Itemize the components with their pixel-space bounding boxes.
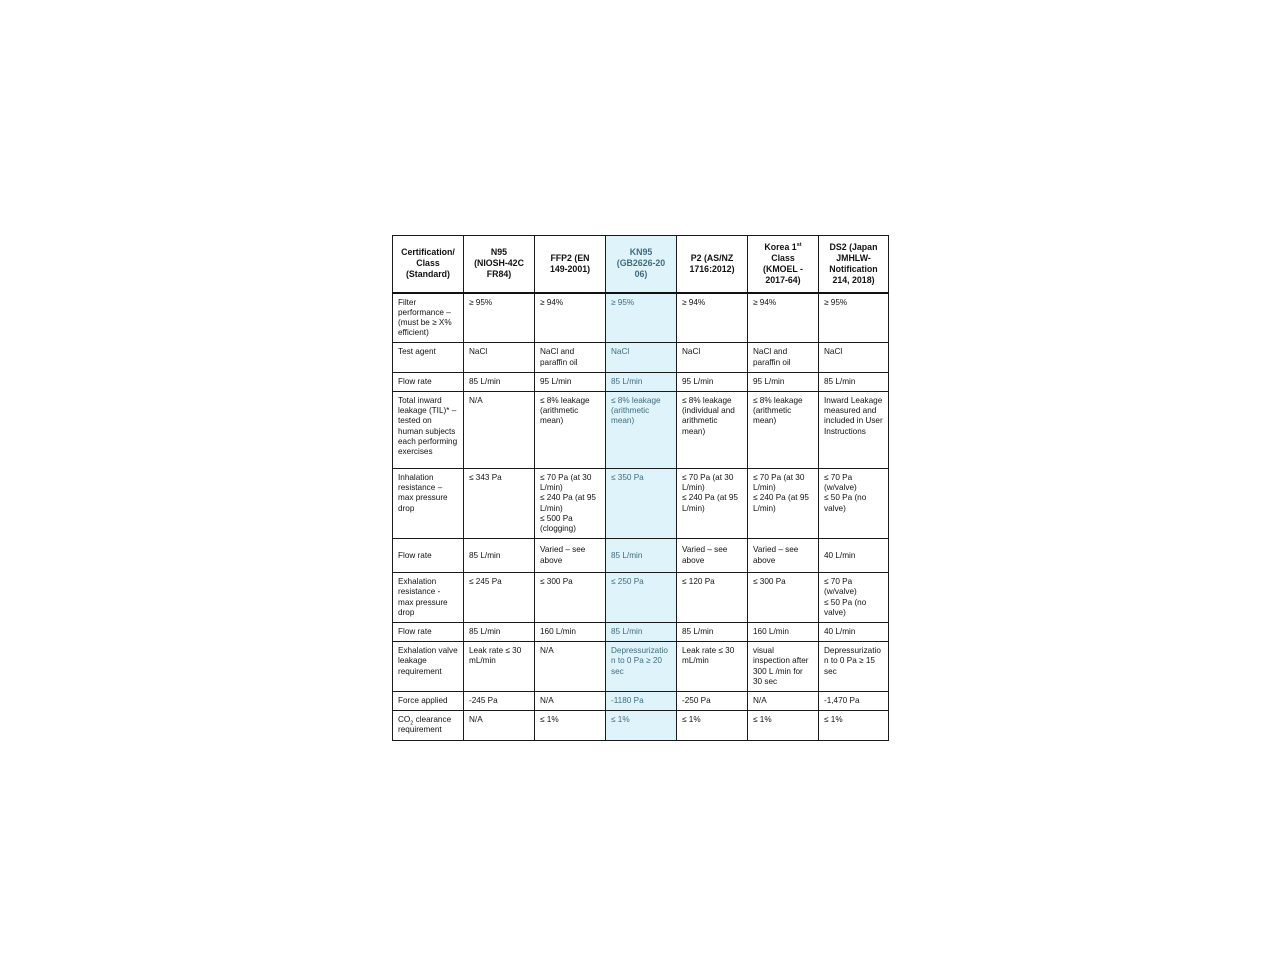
header-line: KN95 — [629, 247, 653, 258]
table-cell: 85 L/min — [819, 372, 889, 391]
table-cell: ≥ 95% — [819, 293, 889, 343]
header-line: DS2 (Japan — [829, 241, 878, 252]
header-line: FFP2 (EN — [550, 252, 590, 263]
table-cell: ≤ 250 Pa — [606, 573, 677, 623]
table-cell: ≤ 1% — [677, 711, 748, 740]
table-cell: 95 L/min — [677, 372, 748, 391]
column-header-4 — [677, 236, 748, 293]
table-cell: ≤ 1% — [535, 711, 606, 740]
table-cell: NaCl and paraffin oil — [748, 343, 819, 372]
table-cell: ≤ 300 Pa — [535, 573, 606, 623]
table-cell: 95 L/min — [748, 372, 819, 391]
header-line: (GB2626-20 — [616, 258, 666, 269]
table-cell: 40 L/min — [819, 539, 889, 573]
row-label: Exhalation valve leakage requirement — [393, 642, 464, 692]
header-line: Notification — [829, 263, 878, 274]
row-label-text: CO — [398, 715, 411, 725]
header-line: (Standard) — [406, 269, 450, 280]
row-label: Filter performance – (must be ≥ X% efficient) — [393, 293, 464, 343]
table-row — [393, 468, 889, 538]
header-superscript: st — [796, 241, 802, 248]
cell-line: ≤ 240 Pa (at 95 L/min) — [540, 493, 596, 513]
table-cell: Varied – see above — [677, 539, 748, 573]
row-label: Total inward leakage (TIL)* – tested on human subjects each performing exercises — [393, 391, 464, 468]
table-cell: NaCl — [677, 343, 748, 372]
table-cell: ≥ 95% — [606, 293, 677, 343]
table-cell: ≥ 95% — [464, 293, 535, 343]
table-cell: ≤ 8% leakage (arithmetic mean) — [606, 391, 677, 468]
row-label-text: clearance requirement — [398, 715, 452, 735]
header-line: 2017-64) — [765, 274, 801, 285]
row-label: Exhalation resistance - max pressure drop — [393, 573, 464, 623]
header-line: 1716:2012) — [689, 263, 735, 274]
table-row — [393, 391, 889, 468]
table-cell: Varied – see above — [748, 539, 819, 573]
table-header-row — [393, 236, 889, 293]
table-cell: 40 L/min — [819, 622, 889, 641]
column-header-5 — [748, 236, 819, 293]
column-header-1 — [464, 236, 535, 293]
header-line: Korea 1st — [764, 241, 802, 252]
table-cell: 160 L/min — [535, 622, 606, 641]
table-row — [393, 691, 889, 710]
row-label: Test agent — [393, 343, 464, 372]
cell-line: ≤ 500 Pa (clogging) — [540, 513, 576, 533]
table-cell: ≤ 343 Pa — [464, 468, 535, 538]
row-label — [393, 711, 464, 740]
mask-standards-comparison-table — [392, 235, 889, 741]
column-header-2 — [535, 236, 606, 293]
table-cell: -245 Pa — [464, 691, 535, 710]
table-cell: N/A — [748, 691, 819, 710]
table-body — [393, 293, 889, 741]
table-cell: ≥ 94% — [535, 293, 606, 343]
column-header-0 — [393, 236, 464, 293]
table-cell: 85 L/min — [606, 372, 677, 391]
cell-line: ≤ 70 Pa (at 30 L/min) — [682, 472, 734, 493]
table-cell: Inward Leakage measured and included in User Instructions — [819, 391, 889, 468]
header-line: FR84) — [486, 269, 512, 280]
header-line: N95 — [490, 247, 508, 258]
cell-line: ≤ 240 Pa (at 95 L/min) — [682, 493, 738, 513]
table-cell: Leak rate ≤ 30 mL/min — [677, 642, 748, 692]
row-label-subscript: 2 — [410, 720, 414, 727]
header-line: 06) — [634, 269, 648, 280]
table-cell: 85 L/min — [606, 622, 677, 641]
table-cell: visual inspection after 300 L /min for 30 sec — [748, 642, 819, 692]
header-line: 149-2001) — [549, 263, 591, 274]
cell-line: ≤ 240 Pa (at 95 L/min) — [753, 493, 809, 513]
table-cell: NaCl — [606, 343, 677, 372]
table-cell: 95 L/min — [535, 372, 606, 391]
row-label: Force applied — [393, 691, 464, 710]
table-cell: N/A — [535, 691, 606, 710]
table-cell: -250 Pa — [677, 691, 748, 710]
table-cell — [748, 468, 819, 538]
table-cell: ≤ 8% leakage (arithmetic mean) — [535, 391, 606, 468]
row-label: Flow rate — [393, 539, 464, 573]
table-cell: ≥ 94% — [748, 293, 819, 343]
table-cell: Leak rate ≤ 30 mL/min — [464, 642, 535, 692]
table-row — [393, 622, 889, 641]
table-cell: NaCl and paraffin oil — [535, 343, 606, 372]
table-cell: ≤ 300 Pa — [748, 573, 819, 623]
header-line: Certification/ — [401, 247, 455, 258]
table-cell: 85 L/min — [606, 539, 677, 573]
table-cell: NaCl — [819, 343, 889, 372]
table-cell: N/A — [464, 391, 535, 468]
header-line: Class — [771, 252, 795, 263]
table-cell: ≤ 8% leakage (arithmetic mean) — [748, 391, 819, 468]
table-row — [393, 573, 889, 623]
table-cell: 85 L/min — [677, 622, 748, 641]
cell-line: ≤ 70 Pa (w/valve) — [824, 472, 857, 493]
cell-line: ≤ 70 Pa (w/valve) — [824, 577, 857, 597]
cell-line: ≤ 50 Pa (no valve) — [824, 493, 867, 513]
table-cell: 160 L/min — [748, 622, 819, 641]
table-cell: -1180 Pa — [606, 691, 677, 710]
column-header-3 — [606, 236, 677, 293]
cell-line: ≤ 50 Pa (no valve) — [824, 597, 867, 617]
table-cell: -1,470 Pa — [819, 691, 889, 710]
table-cell: Depressurizatio n to 0 Pa ≥ 15 sec — [819, 642, 889, 692]
table-cell — [677, 468, 748, 538]
header-line: P2 (AS/NZ — [690, 252, 734, 263]
table-row — [393, 343, 889, 372]
table-cell: ≤ 1% — [819, 711, 889, 740]
row-label: Flow rate — [393, 372, 464, 391]
header-line: JMHLW- — [836, 252, 871, 263]
table-cell: 85 L/min — [464, 372, 535, 391]
header-line: Class — [416, 258, 440, 269]
table-cell: Depressurizatio n to 0 Pa ≥ 20 sec — [606, 642, 677, 692]
table-cell: ≤ 1% — [748, 711, 819, 740]
table-cell: ≤ 1% — [606, 711, 677, 740]
table-cell — [819, 468, 889, 538]
column-header-6 — [819, 236, 889, 293]
table-row — [393, 642, 889, 692]
table-cell: ≥ 94% — [677, 293, 748, 343]
table-cell: N/A — [464, 711, 535, 740]
table-row — [393, 711, 889, 740]
row-label: Inhalation resistance – max pressure drop — [393, 468, 464, 538]
table-cell — [535, 468, 606, 538]
table-cell: ≤ 8% leakage (individual and arithmetic mean) — [677, 391, 748, 468]
header-line: 214, 2018) — [832, 274, 875, 285]
table-row — [393, 293, 889, 343]
table-cell — [819, 573, 889, 623]
table-row — [393, 539, 889, 573]
table-cell: 85 L/min — [464, 539, 535, 573]
row-label: Flow rate — [393, 622, 464, 641]
table-row — [393, 372, 889, 391]
header-line: (KMOEL - — [763, 263, 803, 274]
table-cell: 85 L/min — [464, 622, 535, 641]
header-line: (NIOSH-42C — [474, 258, 524, 269]
cell-line: ≤ 70 Pa (at 30 L/min) — [753, 472, 805, 493]
cell-line: ≤ 70 Pa (at 30 L/min) — [540, 472, 592, 493]
table-cell: ≤ 350 Pa — [606, 468, 677, 538]
table-cell: ≤ 245 Pa — [464, 573, 535, 623]
table-cell: N/A — [535, 642, 606, 692]
table-cell: ≤ 120 Pa — [677, 573, 748, 623]
table-cell: Varied – see above — [535, 539, 606, 573]
table-cell: NaCl — [464, 343, 535, 372]
